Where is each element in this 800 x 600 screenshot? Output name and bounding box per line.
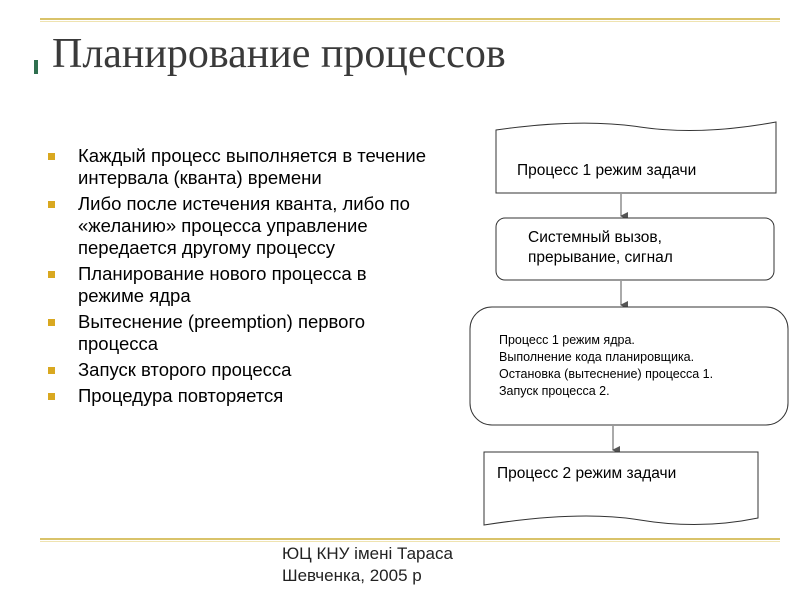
flow-box-process2-user xyxy=(484,452,758,525)
slide-title: Планирование процессов xyxy=(52,31,506,77)
flow-box3-line: Выполнение кода планировщика. xyxy=(499,350,695,364)
footer xyxy=(282,543,522,587)
footer-line: ЮЦ КНУ імені Тараса xyxy=(282,544,453,563)
flow-box3-line: Процесс 1 режим ядра. xyxy=(499,333,635,347)
flow-box2-label-line1: Системный вызов, xyxy=(528,229,662,246)
bullet-text: Каждый процесс выполняется в течение интервала (кванта) времени xyxy=(78,145,426,188)
bullet-text: Запуск второго процесса xyxy=(78,359,292,380)
bottom-rule-thin xyxy=(40,541,780,542)
flow-box4-label: Процесс 2 режим задачи xyxy=(497,465,677,482)
flow-box3-line: Запуск процесса 2. xyxy=(499,384,610,398)
bullet-text: Вытеснение (preemption) первого процесса xyxy=(78,311,366,354)
bottom-rule xyxy=(40,538,780,540)
flow-box2-label-line2: прерывание, сигнал xyxy=(528,249,673,266)
flow-box-process1-user xyxy=(496,122,776,193)
bullet-text: Планирование нового процесса в режиме ядра xyxy=(78,263,367,306)
footer-line: Шевченка, 2005 р xyxy=(282,566,422,585)
bullet-text: Либо после истечения кванта, либо по «желанию» процесса управление передается другому процессу xyxy=(78,193,410,258)
flow-box3-line: Остановка (вытеснение) процесса 1. xyxy=(499,367,714,381)
flow-box1-label: Процесс 1 режим задачи xyxy=(517,162,697,179)
bullet-text: Процедура повторяется xyxy=(78,385,284,406)
